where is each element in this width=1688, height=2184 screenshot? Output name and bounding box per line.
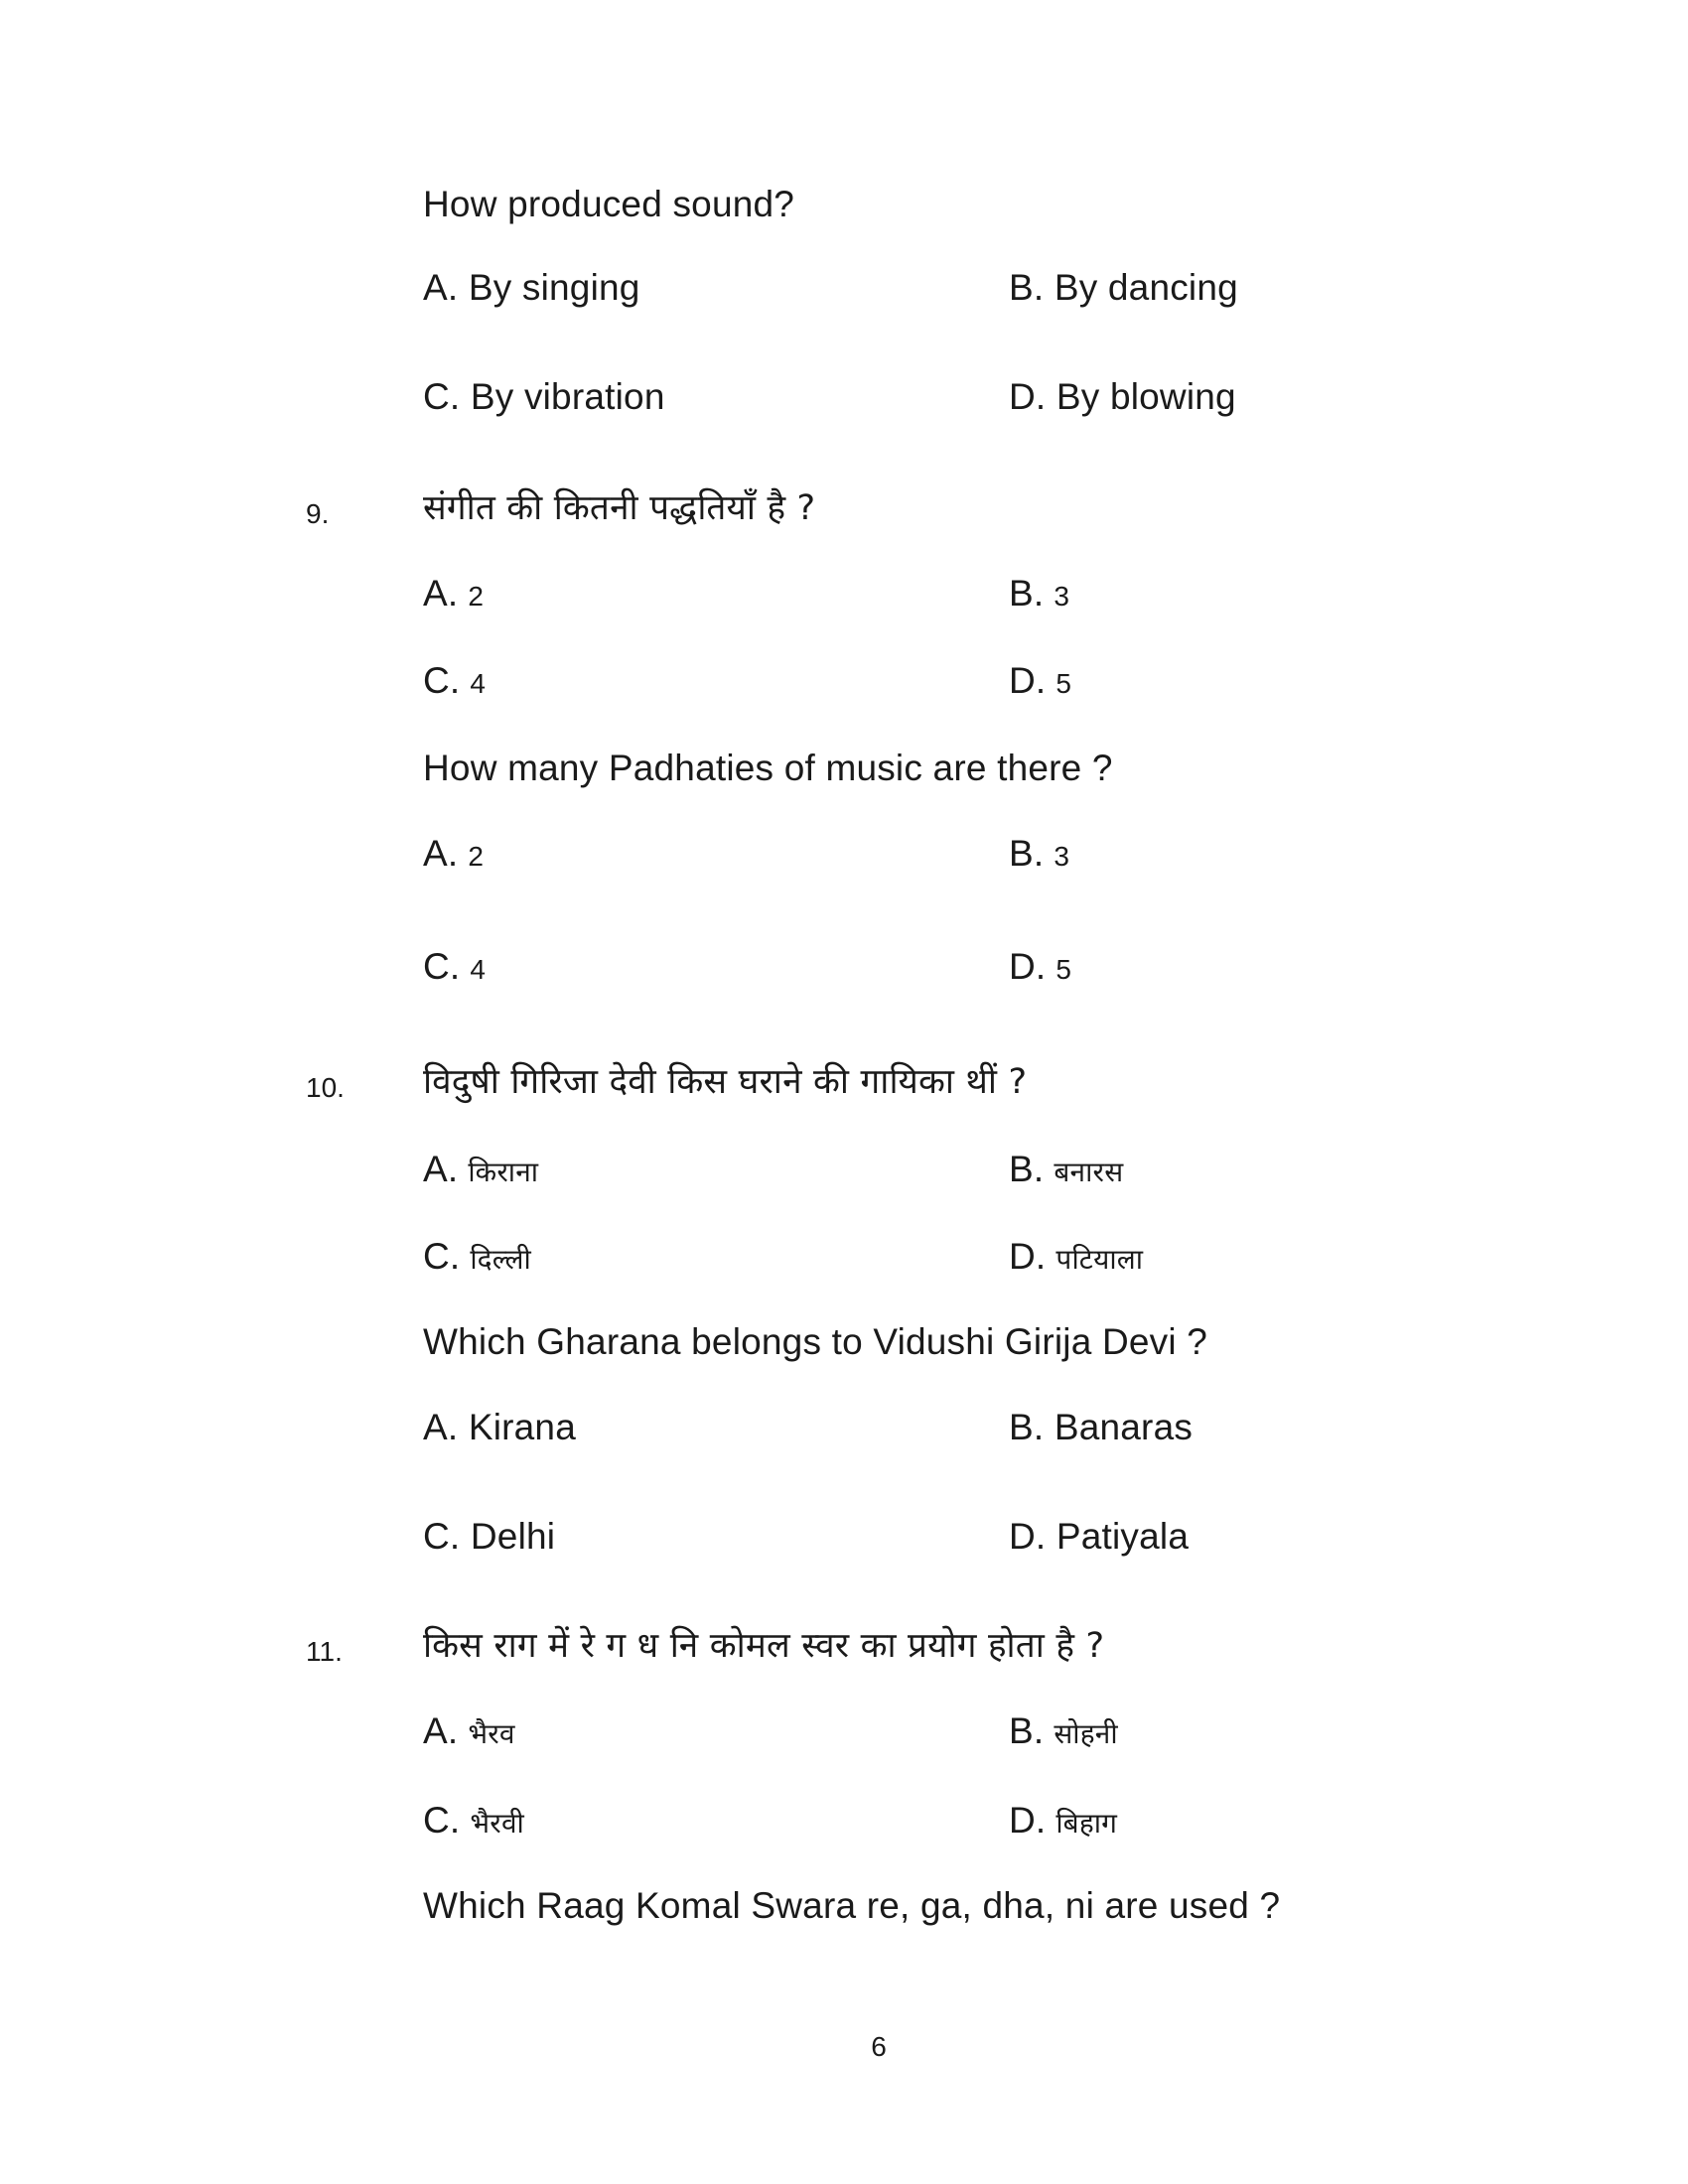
option-label: B. xyxy=(1009,573,1045,614)
option-label: C. xyxy=(423,946,461,987)
option-b xyxy=(1009,832,1069,879)
option-d xyxy=(1009,1799,1117,1845)
question-text-en: Which Raag Komal Swara re, ga, dha, ni are used ? xyxy=(423,1885,1281,1926)
option-value: 5 xyxy=(1055,954,1072,985)
option-c xyxy=(423,1799,524,1845)
option-value: 5 xyxy=(1055,668,1072,699)
question-text-hi: विदुषी गिरिजा देवी किस घराने की गायिका थीं ? xyxy=(423,1062,1028,1102)
option-b: B. By dancing xyxy=(1009,267,1238,308)
option-d: D. Patiyala xyxy=(1009,1516,1190,1557)
option-d xyxy=(1009,1235,1143,1282)
question-text-en: Which Gharana belongs to Vidushi Girija Devi ? xyxy=(423,1321,1208,1362)
option-value: 2 xyxy=(468,841,485,872)
option-label: B. xyxy=(1009,1149,1045,1189)
option-label: C. xyxy=(423,1236,461,1277)
option-label: D. xyxy=(1009,1800,1047,1841)
option-value: 3 xyxy=(1054,581,1070,612)
option-a xyxy=(423,572,484,618)
option-value: 2 xyxy=(468,581,485,612)
option-value: पटियाला xyxy=(1055,1243,1144,1276)
option-value: 4 xyxy=(470,954,487,985)
option-d xyxy=(1009,945,1071,992)
question-text-en: How produced sound? xyxy=(423,184,795,224)
option-b: B. Banaras xyxy=(1009,1407,1194,1447)
option-label: A. xyxy=(423,1149,459,1189)
option-label: A. xyxy=(423,833,459,874)
option-a xyxy=(423,1148,538,1194)
option-a xyxy=(423,1709,515,1756)
page-number: 6 xyxy=(871,2031,887,2062)
option-value: 4 xyxy=(470,668,487,699)
option-value: बिहाग xyxy=(1055,1807,1118,1840)
question-text-en: How many Padhaties of music are there ? xyxy=(423,748,1113,788)
option-label: A. xyxy=(423,1710,459,1751)
option-label: C. xyxy=(423,660,461,701)
question-text-hi: किस राग में रे ग ध नि कोमल स्वर का प्रयोग होता है ? xyxy=(423,1626,1105,1666)
option-label: B. xyxy=(1009,833,1045,874)
option-c: C. By vibration xyxy=(423,376,665,417)
option-d xyxy=(1009,659,1071,706)
option-c: C. Delhi xyxy=(423,1516,556,1557)
option-label: A. xyxy=(423,573,459,614)
option-value: 3 xyxy=(1054,841,1070,872)
option-c xyxy=(423,659,486,706)
option-value: बनारस xyxy=(1054,1156,1124,1188)
option-value: भैरवी xyxy=(470,1807,524,1840)
option-a xyxy=(423,832,484,879)
option-label: D. xyxy=(1009,946,1047,987)
option-c xyxy=(423,1235,531,1282)
option-a: A. By singing xyxy=(423,267,640,308)
option-c xyxy=(423,945,486,992)
question-number: 10. xyxy=(306,1072,345,1103)
option-value: सोहनी xyxy=(1054,1717,1118,1750)
option-b xyxy=(1009,572,1069,618)
question-number: 9. xyxy=(306,498,330,529)
option-d: D. By blowing xyxy=(1009,376,1236,417)
option-label: B. xyxy=(1009,1710,1045,1751)
option-value: दिल्ली xyxy=(470,1243,531,1276)
option-a: A. Kirana xyxy=(423,1407,576,1447)
option-label: C. xyxy=(423,1800,461,1841)
option-value: भैरव xyxy=(468,1717,515,1750)
option-value: किराना xyxy=(468,1156,539,1188)
option-b xyxy=(1009,1148,1123,1194)
option-label: D. xyxy=(1009,660,1047,701)
option-label: D. xyxy=(1009,1236,1047,1277)
option-b xyxy=(1009,1709,1118,1756)
question-text-hi: संगीत की कितनी पद्धतियाँ है ? xyxy=(423,488,816,528)
question-number: 11. xyxy=(306,1636,343,1667)
